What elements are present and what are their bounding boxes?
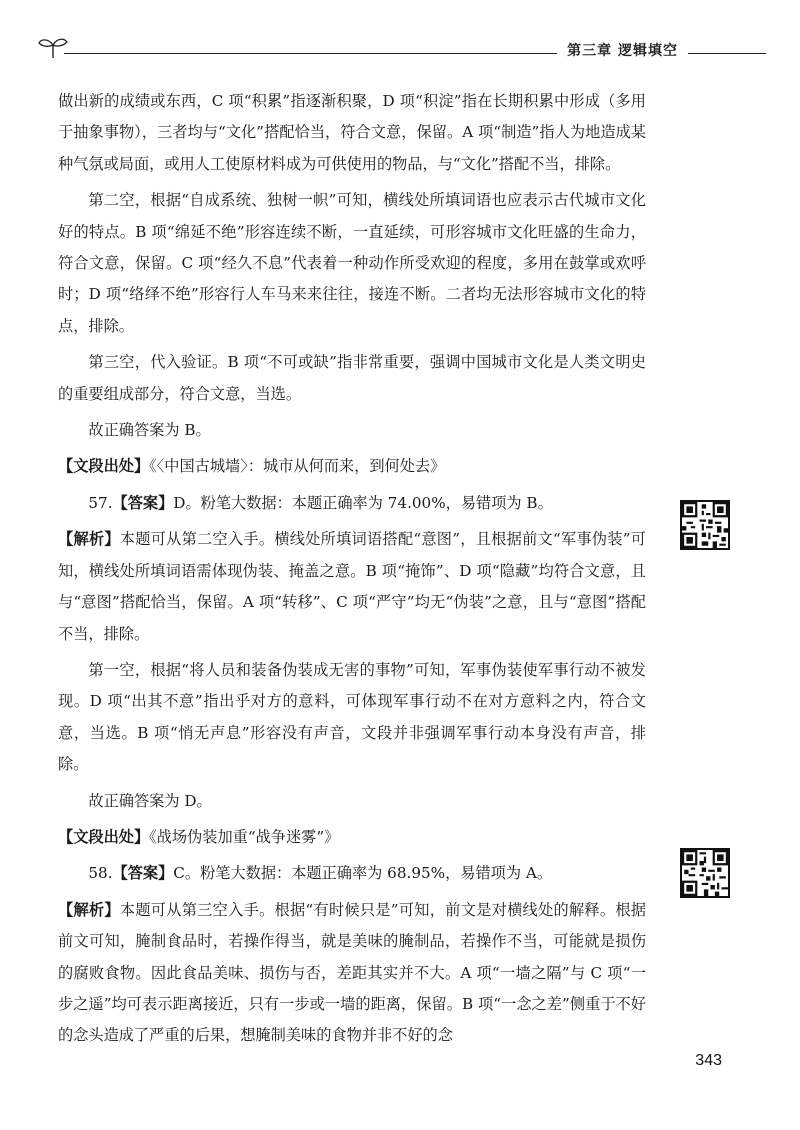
page-header	[36, 34, 766, 64]
analysis-58	[58, 895, 646, 1052]
question-number: 58.	[88, 864, 113, 883]
analysis-label: 【解析】	[58, 530, 120, 549]
source-label: 【文段出处】	[58, 827, 150, 846]
qr-code-icon[interactable]	[680, 848, 730, 898]
answer-conclusion-56: 故正确答案为 B。	[88, 421, 211, 440]
sprout-icon	[36, 34, 70, 60]
analysis-text: 本题可从第二空入手。横线处所填词语搭配“意图”，且根据前文“军事伪装”可知，横线处所填词语需体现伪装、掩盖之意。B 项“掩饰”、D 项“隐藏”均符合文意，且与“意图”搭配恰当，保留。A 项“转移”、C 项“严守”均无“伪装”之意，且与“意图”搭配不当，排除。	[58, 530, 646, 643]
question-number: 57.	[88, 493, 113, 512]
answer-58	[58, 858, 646, 889]
source-57	[58, 822, 646, 853]
source-text: 《〈中国古城墙〉：城市从何而来，到何处去》	[149, 457, 446, 476]
analysis-57-first-blank: 第一空，根据“将人员和装备伪装成无害的事物”可知，军事伪装使军事行动不被发现。D 项“出其不意”指出乎对方的意料，可体现军事行动不在对方意料之内，符合文意，当选。B 项“悄无声息”形容没有声音，文段并非强调军事行动本身没有声音，排除。	[58, 660, 646, 774]
paragraph-third-blank: 第三空，代入验证。B 项“不可或缺”指非常重要，强调中国城市文化是人类文明史的重要组成部分，符合文意，当选。	[58, 353, 646, 403]
paragraph-second-blank: 第二空，根据“自成系统、独树一帜”可知，横线处所填词语也应表示古代城市文化好的特点。B 项“绵延不绝”形容连续不断，一直延续，可形容城市文化旺盛的生命力，符合文意，保留。C 项“经久不息”代表着一种动作所受欢迎的程度，多用在鼓掌或欢呼时；D 项“络绎不绝”形容行人车马来来往往，接连不断。二者均无法形容城市文化的特点，排除。	[58, 191, 646, 335]
page-content	[58, 86, 646, 1052]
chapter-title: 第三章 逻辑填空	[557, 40, 688, 60]
source-label: 【文段出处】	[58, 457, 150, 476]
answer-label: 【答案】	[112, 864, 174, 883]
page-number: 343	[695, 1052, 722, 1069]
analysis-57	[58, 524, 646, 650]
source-text: 《战场伪装加重“战争迷雾”》	[149, 827, 340, 846]
analysis-label: 【解析】	[58, 900, 120, 919]
answer-57	[58, 488, 646, 519]
source-56	[58, 451, 646, 482]
paragraph-continuation: 做出新的成绩或东西，C 项“积累”指逐渐积聚，D 项“积淀”指在长期积累中形成（多用于抽象事物），三者均与“文化”搭配恰当，符合文意，保留。A 项“制造”指人为地造成某种气氛或局面，或用人工使原材料成为可供使用的物品，与“文化”搭配不当，排除。	[58, 92, 646, 173]
answer-conclusion-57: 故正确答案为 D。	[88, 791, 212, 810]
answer-text: C。粉笔大数据：本题正确率为 68.95%，易错项为 A。	[173, 864, 553, 883]
qr-code-icon[interactable]	[680, 500, 730, 550]
answer-label: 【答案】	[112, 493, 174, 512]
analysis-text: 本题可从第三空入手。根据“有时候只是”可知，前文是对横线处的解释。根据前文可知，腌制食品时，若操作得当，就是美味的腌制品，若操作不当，可能就是损伤的腐败食物。因此食品美味、损伤与否，差距其实并不大。A 项“一墙之隔”与 C 项“一步之遥”均可表示距离接近，只有一步或一墙的距离，保留。B 项“一念之差”侧重于不好的念头造成了严重的后果，想腌制美味的食物并非不好的念	[58, 900, 646, 1045]
answer-text: D。粉笔大数据：本题正确率为 74.00%，易错项为 B。	[173, 493, 553, 512]
